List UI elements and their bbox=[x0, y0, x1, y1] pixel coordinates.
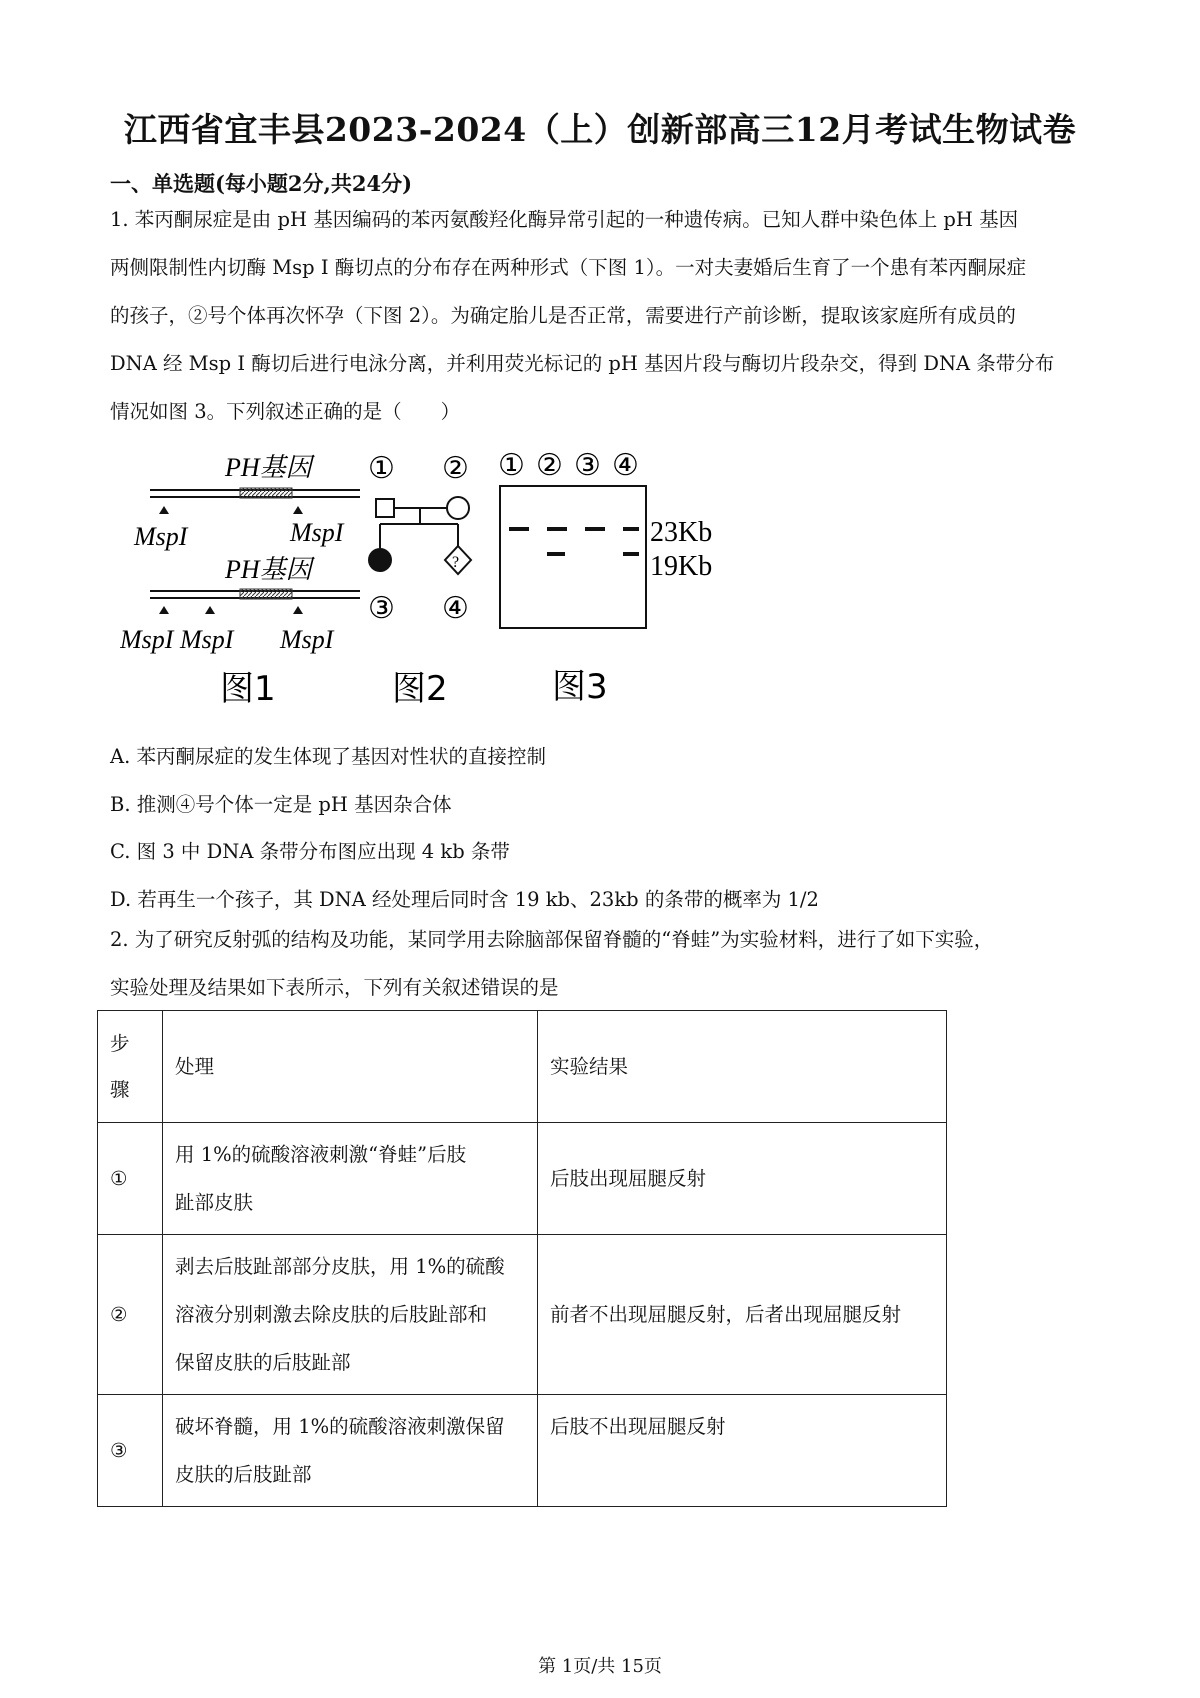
figure-3-gel bbox=[498, 449, 712, 707]
header-step: 步骤 bbox=[98, 1011, 163, 1123]
treatment-cell: 剥去后肢趾部部分皮肤，用 1%的硫酸 溶液分别刺激去除皮肤的后肢趾部和 保留皮肤的后肢趾部 bbox=[163, 1235, 538, 1395]
table-row bbox=[98, 1123, 947, 1235]
msp-site-label: MspI bbox=[120, 625, 174, 654]
question-line: 2. 为了研究反射弧的结构及功能，某同学用去除脑部保留脊髓的“脊蛙”为实验材料，进行了如下实验， bbox=[110, 928, 994, 951]
step-cell: ③ bbox=[98, 1395, 163, 1507]
svg-text:?: ? bbox=[452, 554, 460, 571]
msp-site-label: MspI bbox=[180, 625, 234, 654]
figure-caption: 图3 bbox=[552, 667, 608, 707]
lane-number: ① bbox=[498, 449, 525, 482]
question-line: 的孩子，②号个体再次怀孕（下图 2）。为确定胎儿是否正常，需要进行产前诊断，提取该家庭所有成员的 bbox=[110, 304, 1016, 327]
question-line: 实验处理及结果如下表所示，下列有关叙述错误的是 bbox=[110, 976, 559, 999]
individual-number: ③ bbox=[368, 592, 395, 625]
result-cell: 后肢不出现屈腿反射 bbox=[538, 1395, 947, 1507]
gene-label: PH基因 bbox=[225, 555, 312, 584]
question-1-stem bbox=[110, 196, 1100, 436]
individual-number: ④ bbox=[442, 592, 469, 625]
mother-symbol bbox=[447, 497, 469, 519]
question-line: DNA 经 Msp Ⅰ 酶切后进行电泳分离，并利用荧光标记的 pH 基因片段与酶切片段杂交，得到 DNA 条带分布 bbox=[110, 352, 1055, 375]
individual-number: ② bbox=[442, 452, 469, 485]
step-cell: ② bbox=[98, 1235, 163, 1395]
band-label: 19Kb bbox=[650, 551, 713, 582]
gene-label: PH基因 bbox=[225, 453, 312, 482]
individual-number: ① bbox=[368, 452, 395, 485]
result-cell: 前者不出现屈腿反射，后者出现屈腿反射 bbox=[538, 1235, 947, 1395]
table-row bbox=[98, 1235, 947, 1395]
option-c[interactable]: C. 图 3 中 DNA 条带分布图应出现 4 kb 条带 bbox=[110, 840, 510, 863]
treatment-cell: 用 1%的硫酸溶液刺激“脊蛙”后肢 趾部皮肤 bbox=[163, 1123, 538, 1235]
experiment-table bbox=[97, 1010, 947, 1507]
question-line: 两侧限制性内切酶 Msp Ⅰ 酶切点的分布存在两种形式（下图 1）。一对夫妻婚后生育了一个患有苯丙酮尿症 bbox=[110, 256, 1027, 279]
father-symbol bbox=[376, 499, 394, 517]
gel-box bbox=[500, 486, 646, 628]
msp-site-label: MspI bbox=[290, 518, 344, 547]
question-line: 1. 苯丙酮尿症是由 pH 基因编码的苯丙氨酸羟化酶异常引起的一种遗传病。已知人群中染色体上 pH 基因 bbox=[110, 208, 1019, 231]
table-row bbox=[98, 1395, 947, 1507]
affected-child-symbol bbox=[368, 548, 392, 572]
lane-number: ② bbox=[536, 449, 563, 482]
result-cell: 后肢出现屈腿反射 bbox=[538, 1123, 947, 1235]
question-line: 情况如图 3。下列叙述正确的是（ ） bbox=[110, 400, 461, 423]
figure-caption: 图1 bbox=[220, 669, 276, 709]
lane-number: ③ bbox=[574, 449, 601, 482]
msp-site-label: MspI bbox=[280, 625, 334, 654]
band-label: 23Kb bbox=[650, 517, 713, 548]
table-header-row bbox=[98, 1011, 947, 1123]
question-1-figure bbox=[120, 448, 720, 718]
page-title: 江西省宜丰县2023-2024（上）创新部高三12月考试生物试卷 bbox=[123, 110, 1077, 149]
figure-2-pedigree bbox=[368, 452, 471, 709]
header-result: 实验结果 bbox=[538, 1011, 947, 1123]
page-number: 第 1页/共 15页 bbox=[538, 1656, 662, 1677]
option-d[interactable]: D. 若再生一个孩子，其 DNA 经处理后同时含 19 kb、23kb 的条带的概率为 1/2 bbox=[110, 888, 819, 911]
header-treatment: 处理 bbox=[163, 1011, 538, 1123]
step-cell: ① bbox=[98, 1123, 163, 1235]
treatment-cell: 破坏脊髓，用 1%的硫酸溶液刺激保留 皮肤的后肢趾部 bbox=[163, 1395, 538, 1507]
figure-caption: 图2 bbox=[392, 669, 448, 709]
figure-1-restriction-map bbox=[120, 453, 360, 709]
section-heading: 一、单选题(每小题2分,共24分) bbox=[110, 171, 413, 196]
lane-number: ④ bbox=[612, 449, 639, 482]
option-b[interactable]: B. 推测④号个体一定是 pH 基因杂合体 bbox=[110, 793, 452, 816]
question-2-stem bbox=[110, 916, 1100, 1012]
option-a[interactable]: A. 苯丙酮尿症的发生体现了基因对性状的直接控制 bbox=[110, 745, 546, 768]
msp-site-label: MspI bbox=[134, 522, 188, 551]
